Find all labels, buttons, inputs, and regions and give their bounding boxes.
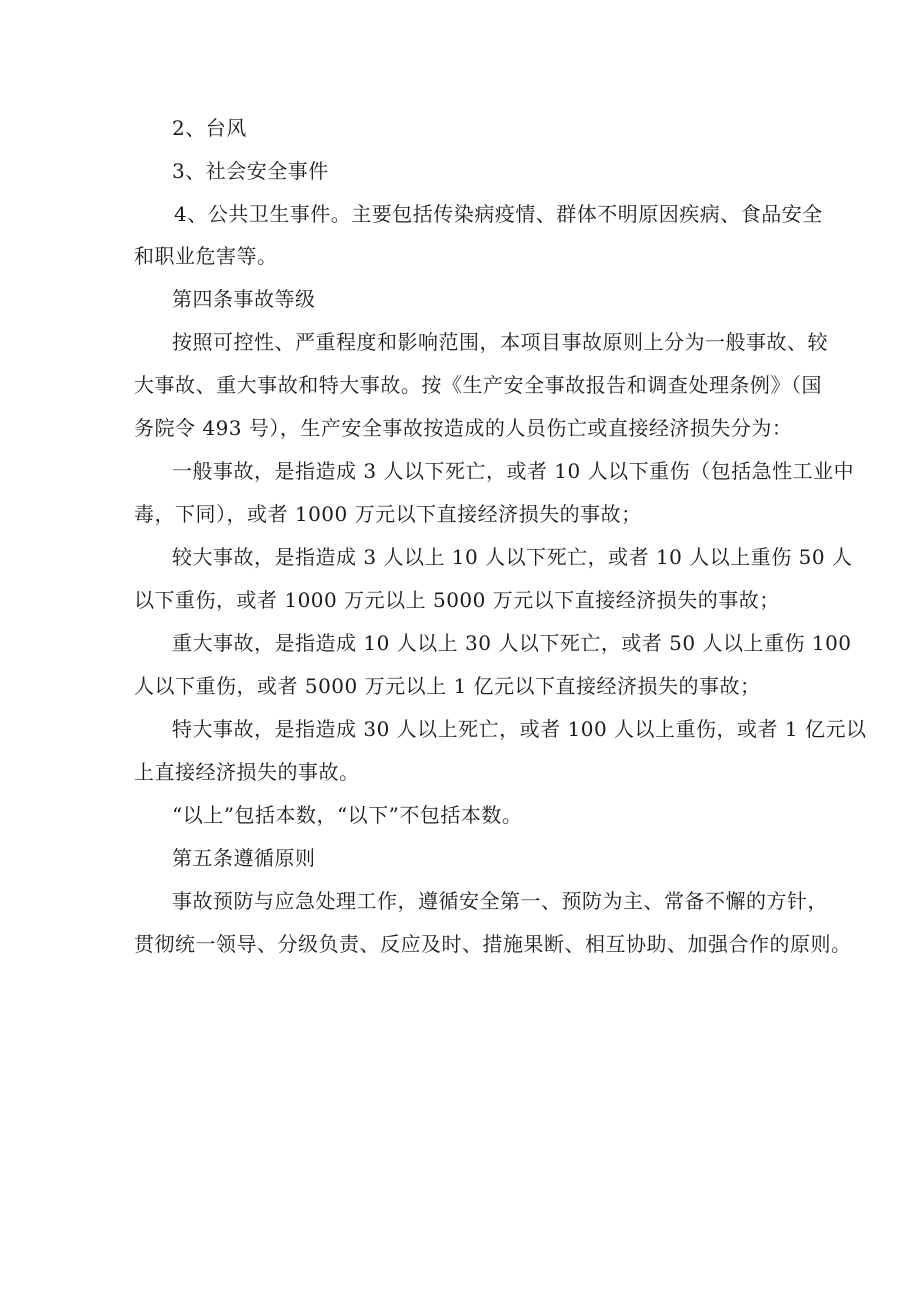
paragraph-line: 按照可控性、严重程度和影响范围，本项目事故原则上分为一般事故、较 [172, 330, 828, 354]
paragraph-continuation: 和职业危害等。 [134, 244, 278, 268]
note-inclusive-definition: “以上”包括本数，“以下”不包括本数。 [172, 803, 523, 827]
section-heading-article-4: 第四条事故等级 [172, 287, 316, 311]
paragraph-general-accident: 一般事故，是指造成 3 人以下死亡，或者 10 人以下重伤（包括急性工业中 [172, 459, 855, 483]
list-item-social-security: 3、社会安全事件 [172, 159, 329, 183]
paragraph-serious-accident: 重大事故，是指造成 10 人以上 30 人以下死亡，或者 50 人以上重伤 100 [172, 631, 852, 655]
paragraph-line: 以下重伤，或者 1000 万元以上 5000 万元以下直接经济损失的事故； [134, 588, 780, 612]
list-item-typhoon: 2、台风 [172, 116, 247, 140]
list-item-public-health: 4、公共卫生事件。主要包括传染病疫情、群体不明原因疾病、食品安全 [174, 202, 823, 226]
section-heading-article-5: 第五条遵循原则 [172, 846, 316, 870]
paragraph-line: 人以下重伤，或者 5000 万元以上 1 亿元以下直接经济损失的事故； [134, 674, 761, 698]
paragraph-principles: 事故预防与应急处理工作，遵循安全第一、预防为主、常备不懈的方针， [172, 889, 828, 913]
paragraph-line: 务院令 493 号），生产安全事故按造成的人员伤亡或直接经济损失分为： [134, 416, 793, 440]
paragraph-line: 上直接经济损失的事故。 [134, 760, 360, 784]
paragraph-line: 毒，下同），或者 1000 万元以下直接经济损失的事故； [134, 502, 642, 526]
paragraph-line: 大事故、重大事故和特大事故。按《生产安全事故报告和调查处理条例》（国 [134, 373, 822, 397]
paragraph-line: 贯彻统一领导、分级负责、反应及时、措施果断、相互协助、加强合作的原则。 [134, 932, 852, 956]
paragraph-major-accident: 较大事故，是指造成 3 人以上 10 人以下死亡，或者 10 人以上重伤 50 人 [172, 545, 853, 569]
paragraph-extraordinary-accident: 特大事故，是指造成 30 人以上死亡，或者 100 人以上重伤，或者 1 亿元以 [172, 717, 867, 741]
